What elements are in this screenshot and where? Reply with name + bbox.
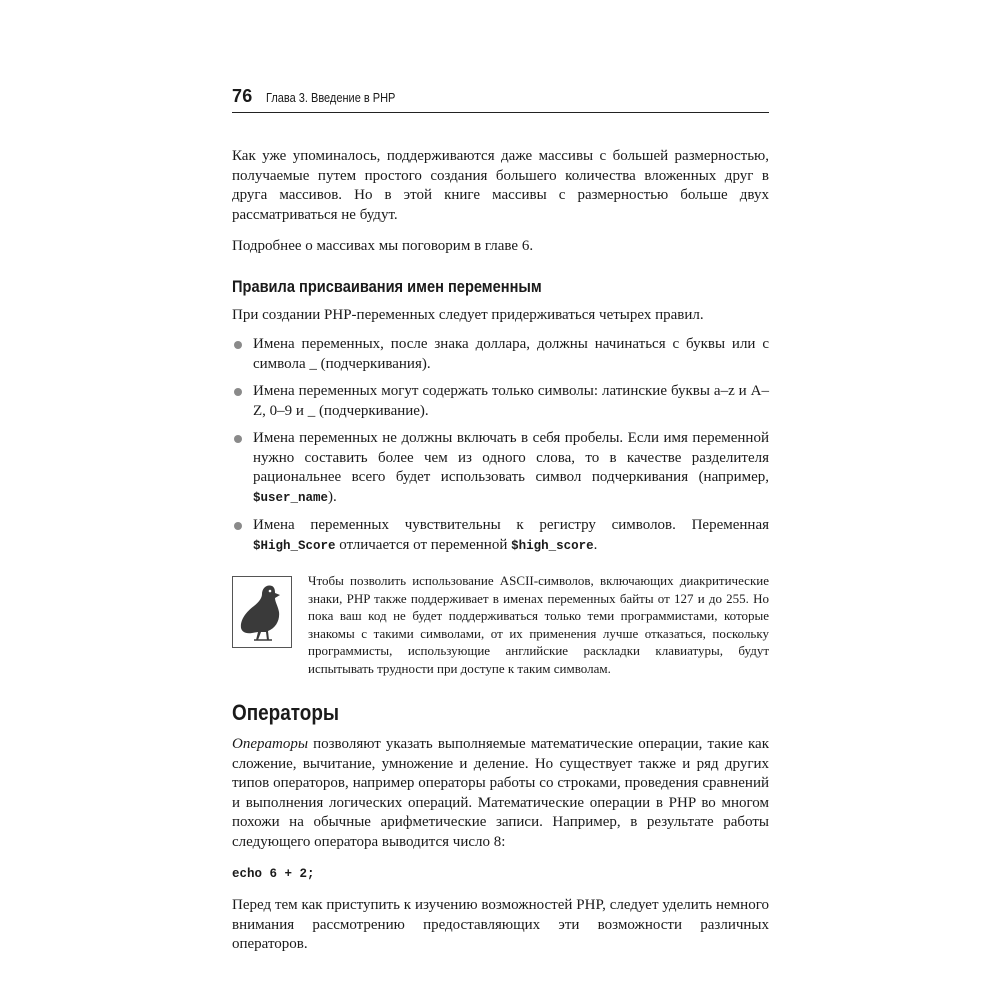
inline-code: $high_score (511, 538, 594, 553)
rules-list (232, 335, 769, 556)
paragraph-text: позволяют указать выполняемые математические операции, такие как сложение, вычитание, умножение и деление. Но существует также и ряд других типов операторов, например операторы работы со строками, проведения сравнений и выполнения логических операций. Математические операции в PHP во многом похожи на обычные арифметические записи. Например, в результате работы следующего оператора выводится число 8: (232, 736, 769, 850)
inline-code: $High_Score (253, 538, 336, 553)
running-header (232, 86, 769, 113)
rule-text: Имена переменных, после знака доллара, должны начинаться с буквы или с символа _ (подчеркивания). (253, 336, 769, 372)
rule-text-end: ). (328, 488, 337, 505)
bullet-icon (234, 341, 242, 349)
italic-term: Операторы (232, 736, 308, 752)
bullet-icon (234, 435, 242, 443)
bullet-icon (234, 522, 242, 530)
rule-text: Имена переменных не должны включать в себя пробелы. Если имя переменной нужно составить более чем из одного слова, то в качестве разделителя рациональнее всего будет использовать символ подчеркивания (например, (253, 430, 769, 485)
list-item (232, 429, 769, 508)
list-item (232, 516, 769, 556)
paragraph-rules-intro: При создании PHP-переменных следует придерживаться четырех правил. (232, 306, 704, 323)
list-item (232, 382, 769, 421)
note-text: Чтобы позволить использование ASCII-символов, включающих диакритические знаки, PHP также поддерживает в именах переменных байты от 127 и до 255. Но пока ваш код не будет поддерживаться только теми программистами, которые знакомы с такими символами, от их применения лучше отказаться, поскольку программисты, использующие английские раскладки клавиатуры, будут испытывать трудности при доступе к таким символам. (308, 573, 769, 676)
rule-text-mid: отличается от переменной (335, 536, 512, 553)
book-page (232, 86, 769, 955)
list-item (232, 335, 769, 374)
paragraph-operators-outro: Перед тем как приступить к изучению возможностей PHP, следует уделить немного внимания рассмотрению предоставляющих эти возможности различных операторов. (232, 897, 769, 952)
inline-code: $user_name (253, 490, 329, 505)
paragraph-operators-intro (232, 735, 769, 852)
chapter-title: Глава 3. Введение в PHP (266, 91, 396, 105)
note-box (232, 572, 769, 677)
section-heading-naming-rules: Правила присваивания имен переменным (232, 276, 542, 296)
bird-icon (232, 576, 292, 648)
page-number: 76 (232, 86, 253, 106)
paragraph-arrays-chapter-ref: Подробнее о массивах мы поговорим в главе 6. (232, 238, 534, 254)
code-block: echo 6 + 2; (232, 867, 315, 881)
section-heading-operators: Операторы (232, 700, 340, 725)
paragraph-arrays-dimensions: Как уже упоминалось, поддерживаются даже массивы с большей размерностью, получаемые путем простого создания большего количества вложенных друг в друга массивов. Но в этой книге массивы с размерностью больше двух рассматриваться не будут. (232, 148, 769, 223)
bullet-icon (234, 388, 242, 396)
rule-text-end: . (593, 536, 598, 553)
rule-text: Имена переменных чувствительны к регистру символов. Переменная (253, 517, 769, 533)
rule-text: Имена переменных могут содержать только символы: латинские буквы a–z и A–Z, 0–9 и _ (подчеркивание). (253, 383, 769, 419)
